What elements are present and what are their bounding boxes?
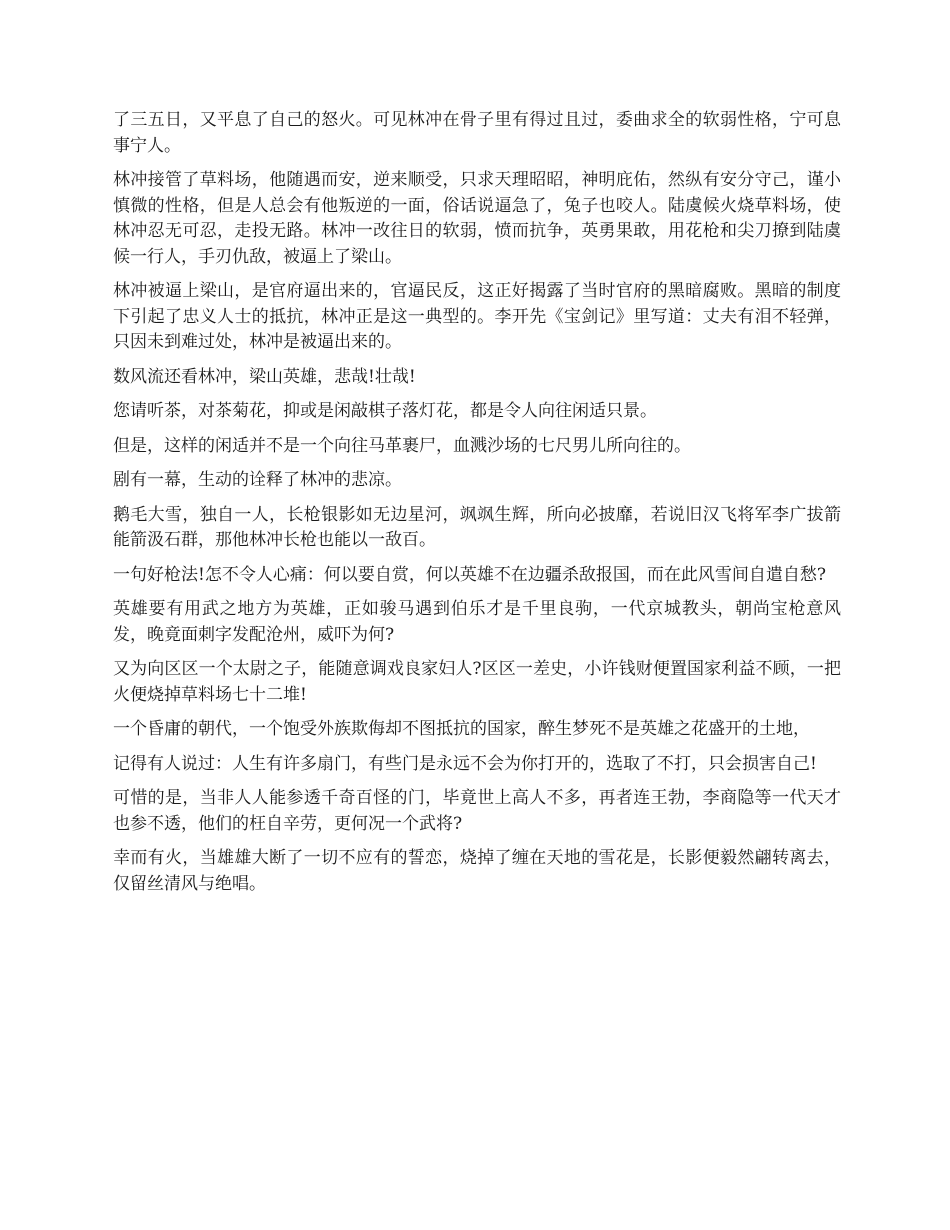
paragraph: 鹅毛大雪，独自一人，长枪银影如无边星河，飒飒生辉，所向必披靡，若说旧汉飞将军李广拔箭能箭汲石群，那他林冲长枪也能以一敌百。 (113, 504, 841, 550)
paragraph: 一个昏庸的朝代，一个饱受外族欺侮却不图抵抗的国家，醉生梦死不是英雄之花盛开的土地， (113, 719, 810, 739)
document-body (113, 108, 841, 906)
paragraph: 剧有一幕，生动的诠释了林冲的悲凉。 (113, 470, 402, 490)
paragraph: 但是，这样的闲适并不是一个向往马革裹尸，血溅沙场的七尺男儿所向往的。 (113, 435, 691, 456)
paragraph: 林冲接管了草料场，他随遇而安，逆来顺受，只求天理昭昭，神明庇佑，然纵有安分守己，谨小慎微的性格，但是人总会有他叛逆的一面，俗话说逼急了，兔子也咬人。陆虞候火烧草料场，使林冲忍无可忍，走投无路。林冲一改往日的软弱，愤而抗争，英勇果敢，用花枪和尖刀撩到陆虞候一行人，手刃仇敌，被逼上了梁山。 (113, 170, 841, 267)
paragraph: 可惜的是，当非人人能参透千奇百怪的门，毕竟世上高人不多，再者连王勃，李商隐等一代天才也参不透，他们的枉自辛劳，更何况一个武将? (113, 788, 841, 834)
paragraph: 又为向区区一个太尉之子，能随意调戏良家妇人?区区一差史，小许钱财便置国家利益不顾，一把火便烧掉草料场七十二堆! (113, 659, 841, 705)
paragraph: 林冲被逼上梁山，是官府逼出来的，官逼民反，这正好揭露了当时官府的黑暗腐败。黑暗的制度下引起了忠义人士的抵抗，林冲正是这一典型的。李开先《宝剑记》里写道：丈夫有泪不轻弹，只因未到难过处，林冲是被逼出来的。 (113, 281, 841, 352)
paragraph: 您请听茶，对茶菊花，抑或是闲敲棋子落灯花，都是令人向往闲适只景。 (113, 401, 657, 421)
paragraph: 一句好枪法!怎不令人心痛：何以要自赏，何以英雄不在边疆杀敌报国，而在此风雪间自遣自愁? (113, 564, 826, 585)
paragraph: 记得有人说过：人生有许多扇门，有些门是永远不会为你打开的，选取了不打，只会损害自己! (113, 753, 817, 774)
paragraph: 了三五日，又平息了自己的怒火。可见林冲在骨子里有得过且过，委曲求全的软弱性格，宁可息事宁人。 (113, 110, 841, 156)
paragraph: 幸而有火，当雄雄大断了一切不应有的誓恋，烧掉了缠在天地的雪花是，长影便毅然翩转离去，仅留丝清风与绝唱。 (113, 848, 841, 894)
paragraph: 英雄要有用武之地方为英雄，正如骏马遇到伯乐才是千里良驹，一代京城教头，朝尚宝枪意风发，晚竟面刺字发配沧州，威吓为何? (113, 599, 841, 645)
paragraph: 数风流还看林冲，梁山英雄，悲哉!壮哉! (113, 366, 416, 387)
